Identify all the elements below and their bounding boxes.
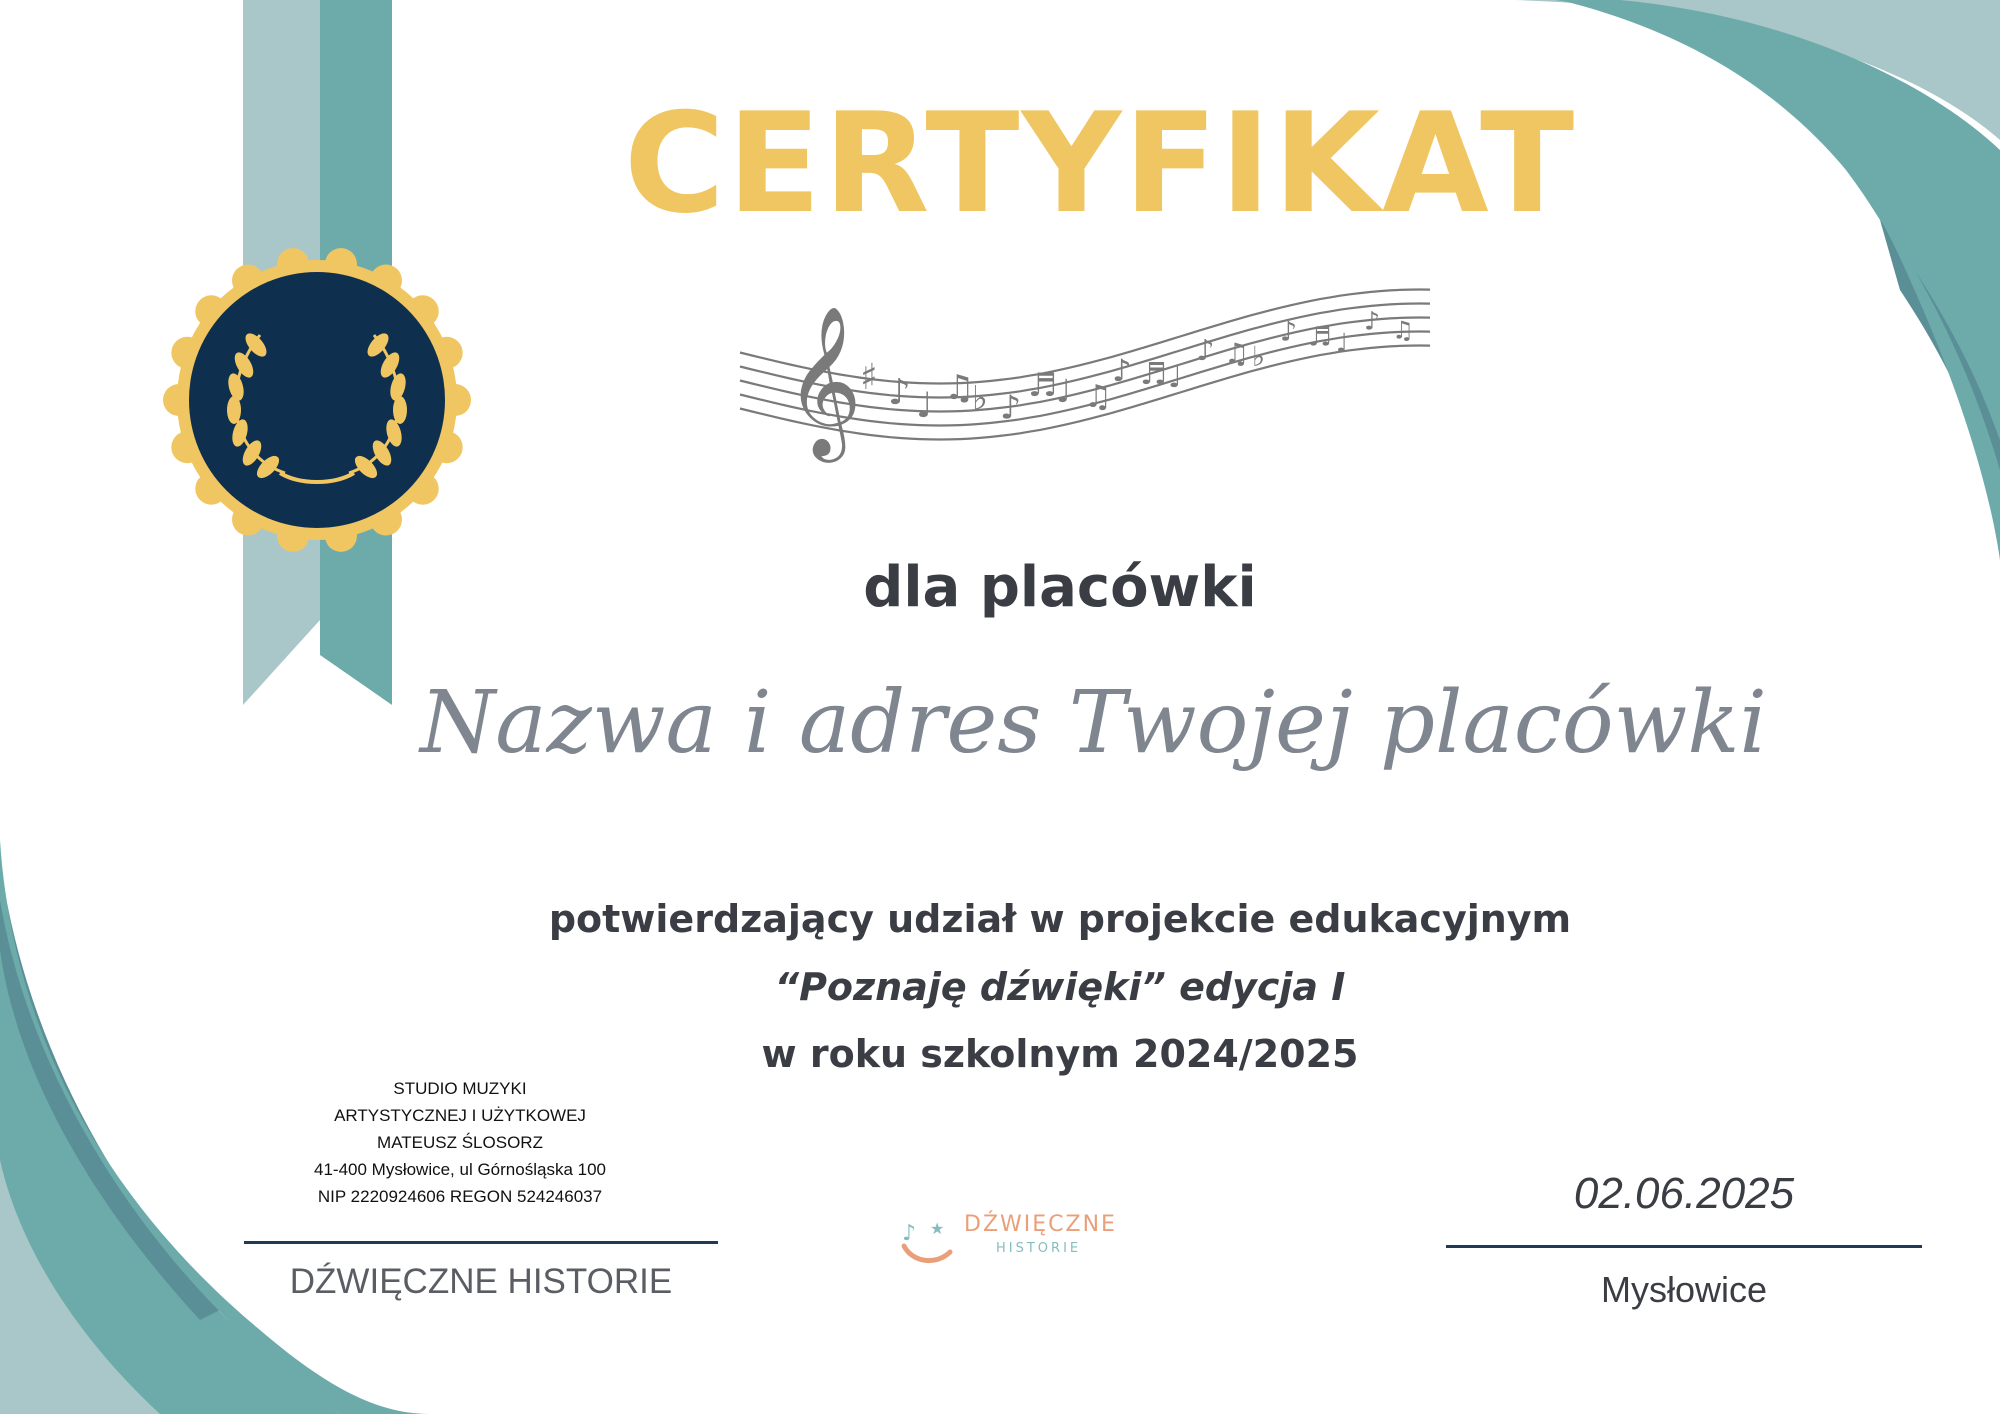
signature-line — [244, 1241, 718, 1244]
laurel-wreath-seal-icon — [160, 245, 480, 555]
svg-text:♪: ♪ — [1000, 387, 1022, 427]
svg-text:𝄞: 𝄞 — [785, 304, 862, 456]
svg-text:♭: ♭ — [972, 378, 988, 418]
issue-date: 02.06.2025 — [1573, 1169, 1795, 1218]
svg-text:♩: ♩ — [916, 386, 933, 427]
date-line — [1446, 1245, 1922, 1248]
issue-city: Mysłowice — [1600, 1269, 1768, 1310]
svg-text:♪: ♪ — [1112, 353, 1132, 389]
music-note-smile-logo-icon — [898, 1212, 964, 1272]
svg-text:♫: ♫ — [1224, 336, 1250, 370]
stamp-line: NIP 2220924606 REGON 524246037 — [317, 1187, 603, 1206]
svg-text:♬: ♬ — [1308, 321, 1332, 353]
logo-text-bottom: HISTORIE — [996, 1241, 1082, 1256]
svg-text:♪: ♪ — [1196, 332, 1215, 367]
stamp-line: ARTYSTYCZNEJ I UŻYTKOWEJ — [334, 1106, 586, 1125]
stamp-line: STUDIO MUZYKI — [393, 1079, 527, 1098]
certificate-title: CERTYFIKAT — [623, 83, 1577, 244]
recipient-name-placeholder: Nazwa i adres Twojej placówki — [420, 673, 1767, 773]
confirmation-text: potwierdzający udział w projekcie edukacyjnym — [548, 897, 1572, 941]
svg-text:♪: ♪ — [888, 371, 911, 413]
svg-text:♫: ♫ — [1084, 378, 1112, 415]
svg-text:♩: ♩ — [1168, 360, 1182, 395]
svg-text:♫: ♫ — [1392, 315, 1415, 345]
svg-text:♪: ♪ — [1364, 306, 1381, 336]
svg-text:♫: ♫ — [944, 368, 975, 409]
svg-text:♪: ♪ — [902, 1221, 917, 1246]
school-year: w roku szkolnym 2024/2025 — [761, 1032, 1359, 1076]
brand-logo — [898, 1212, 1148, 1272]
svg-text:♩: ♩ — [1056, 373, 1071, 410]
music-staff-notes-icon — [730, 275, 1450, 515]
stamp-line: MATEUSZ ŚLOSORZ — [377, 1133, 543, 1152]
svg-text:♩: ♩ — [1336, 328, 1349, 359]
stamp-line: 41-400 Mysłowice, ul Górnośląska 100 — [314, 1160, 606, 1179]
svg-text:♯: ♯ — [860, 357, 878, 399]
project-name: “Poznaję dźwięki” edycja I — [774, 965, 1346, 1009]
svg-text:♬: ♬ — [1028, 365, 1058, 404]
svg-text:★: ★ — [930, 1219, 945, 1238]
recipient-label: dla placówki — [863, 555, 1257, 620]
logo-text-top: DŹWIĘCZNE — [964, 1212, 1117, 1237]
svg-text:♭: ♭ — [1252, 340, 1266, 374]
organizer-caption: DŹWIĘCZNE HISTORIE — [289, 1262, 673, 1301]
svg-text:♬: ♬ — [1140, 357, 1167, 393]
svg-text:♪: ♪ — [1280, 316, 1298, 348]
